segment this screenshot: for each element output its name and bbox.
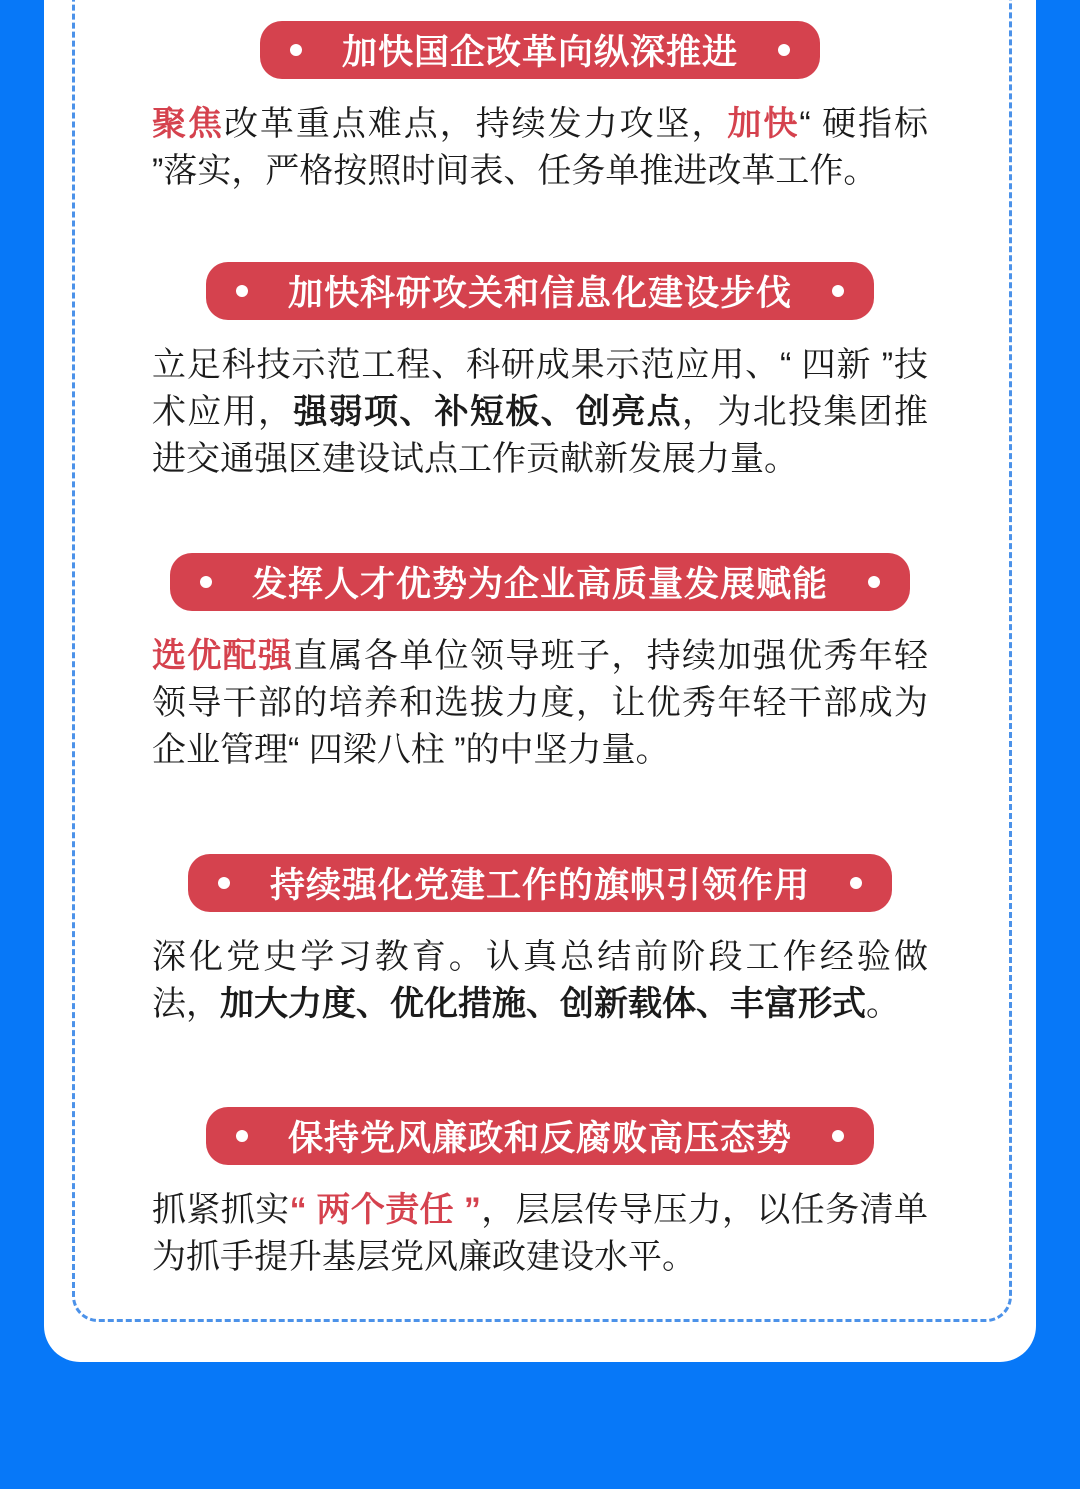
section-body [152,342,928,483]
section-title: 持续强化党建工作的旗帜引领作用 [269,866,810,905]
body-segment: 聚焦 [152,105,224,143]
bullet-dot-icon [850,877,862,889]
section-title-pill [170,553,910,611]
body-segment: 改革重点难点，持续发力攻坚， [223,105,728,143]
body-segment: 加大力度、优化措施、创新载体、丰富形式 [220,985,866,1023]
section-title: 保持党风廉政和反腐败高压态势 [287,1119,792,1158]
section-body [152,1187,928,1281]
body-segment: 抓紧抓实 [152,1191,290,1229]
section-title-pill [206,262,874,320]
body-segment: “ 两个责任 ” [289,1191,481,1229]
bullet-dot-icon [832,1130,844,1142]
body-segment: 直属各单位领导班子，持续加强优秀年轻领导干部的培养和选拔力度，让优秀年轻干部成为企业管理“ 四梁八柱 ”的中坚力量。 [152,637,929,769]
section-body [152,934,928,1028]
section-title-pill [260,21,820,79]
bullet-dot-icon [290,44,302,56]
body-segment: “ 硬指标 ”落实，严格按照时间表、任务单推进改革工作。 [152,105,929,190]
section-anti-corruption [44,1107,1036,1281]
bullet-dot-icon [778,44,790,56]
section-title-pill [188,854,892,912]
section-title: 加快科研攻关和信息化建设步伐 [287,274,792,313]
section-party-building [44,854,1036,1028]
card-content [44,21,1036,1281]
bullet-dot-icon [200,576,212,588]
bullet-dot-icon [832,285,844,297]
content-card [44,0,1036,1362]
body-segment: 选优配强 [152,637,294,675]
bullet-dot-icon [236,1130,248,1142]
body-segment: 深化党史学习教育。认真总结前阶段工作经验做法， [152,938,928,1023]
section-title: 加快国企改革向纵深推进 [341,33,738,72]
section-research-informatization [44,262,1036,483]
body-segment: 强弱项、补短板、创亮点 [293,393,683,431]
section-soe-reform [44,21,1036,195]
bullet-dot-icon [218,877,230,889]
body-segment: 加快 [727,105,800,143]
body-segment: ，层层传导压力，以任务清单为抓手提升基层党风廉政建设水平。 [152,1191,928,1276]
bullet-dot-icon [236,285,248,297]
section-talent-advantage [44,553,1036,774]
section-title-pill [206,1107,874,1165]
body-segment: 。 [866,985,900,1023]
body-segment: ，为北投集团推进交通强区建设试点工作贡献新发展力量。 [152,393,929,478]
section-body [152,101,928,195]
body-segment: 立足科技示范工程、科研成果示范应用、“ 四新 ”技术应用， [152,346,928,431]
section-title: 发挥人才优势为企业高质量发展赋能 [251,565,828,604]
bullet-dot-icon [868,576,880,588]
section-body [152,633,928,774]
